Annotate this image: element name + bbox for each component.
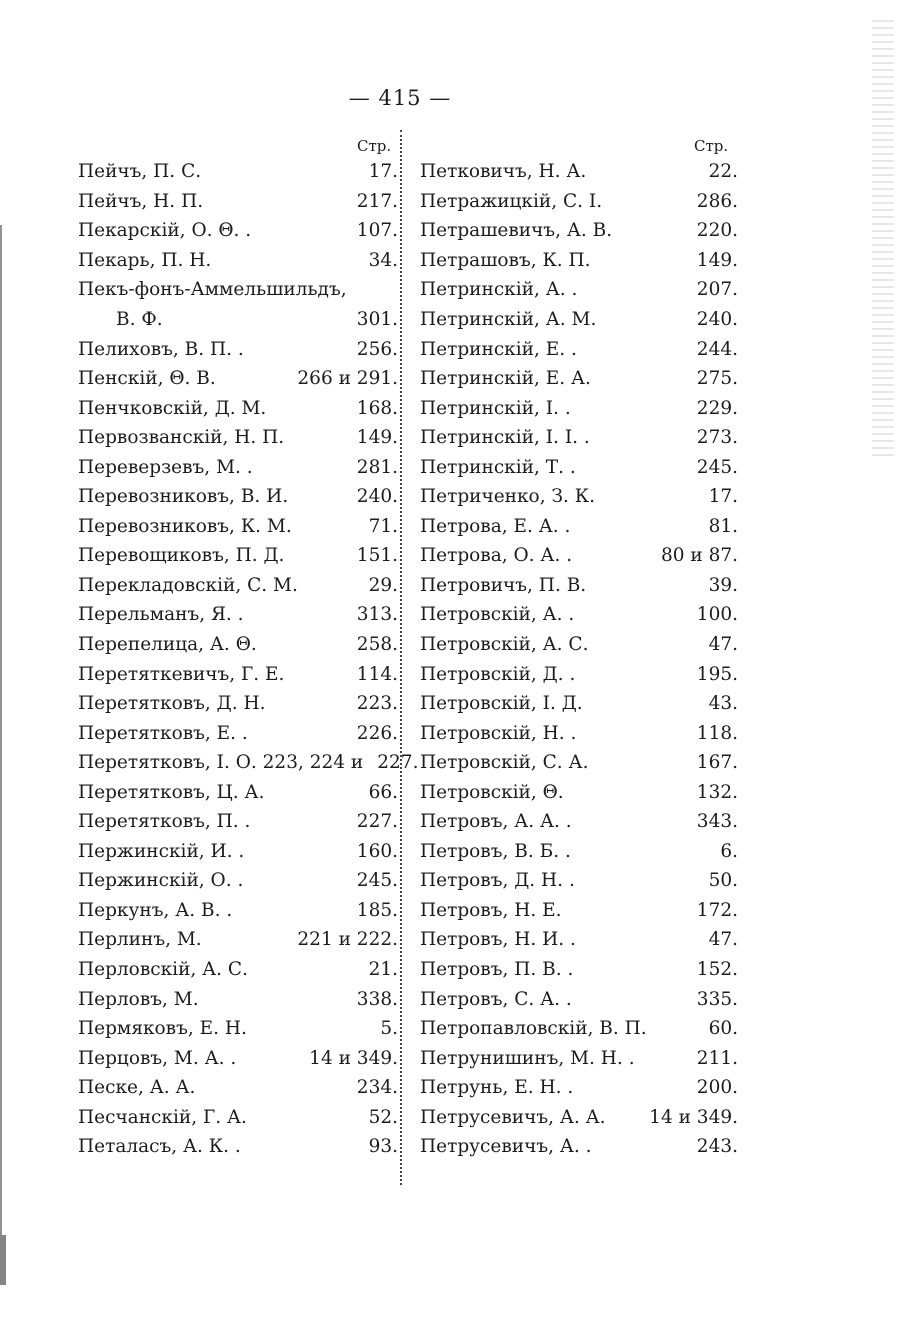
leader-dots — [591, 252, 691, 268]
index-entry — [78, 187, 398, 217]
entry-name: Пермяковъ, Е. Н. — [78, 1018, 247, 1040]
entry-name: Петрашевичъ, А. В. — [420, 220, 613, 242]
index-entry — [78, 571, 398, 601]
entry-name: Первозванскій, Н. П. — [78, 427, 285, 449]
entry-name: Петровскій, Д. . — [420, 663, 576, 685]
leader-dots — [244, 607, 351, 623]
entry-name: Петринскій, Е. . — [420, 338, 577, 360]
entry-page: 273. — [696, 427, 738, 449]
index-entry — [420, 1073, 738, 1103]
index-entry — [78, 896, 398, 926]
leader-dots — [201, 164, 362, 180]
entry-name: Петрунишинъ, М. Н. . — [420, 1047, 635, 1069]
entry-page: 244. — [696, 338, 738, 360]
entry-name: Петринскій, Т. . — [420, 456, 576, 478]
entry-page: 168. — [356, 397, 398, 419]
entry-page: 185. — [356, 899, 398, 921]
index-entry — [78, 423, 398, 453]
entry-name: Перевозниковъ, В. И. — [78, 486, 289, 508]
entry-name: Петровъ, Н. И. . — [420, 929, 576, 951]
entry-page: 245. — [356, 870, 398, 892]
entry-page: 343. — [696, 811, 738, 833]
entry-page: 118. — [696, 722, 738, 744]
leader-dots — [163, 312, 351, 328]
entry-name: Петровскій, А. . — [420, 604, 575, 626]
leader-dots — [596, 312, 690, 328]
entry-page: 258. — [356, 634, 398, 656]
entry-name: Перловъ, М. — [78, 988, 199, 1010]
leader-dots — [606, 1109, 644, 1125]
index-entry — [420, 1014, 738, 1044]
entry-name: Петрунь, Е. Н. . — [420, 1077, 574, 1099]
entry-page: 256. — [356, 338, 398, 360]
entry-name: Пейчъ, П. С. — [78, 161, 202, 183]
entry-name: Пержинскій, О. . — [78, 870, 244, 892]
entry-name: Песке, А. А. — [78, 1077, 196, 1099]
index-entry — [78, 807, 398, 837]
entry-name: Перетяткевичъ, Г. Е. — [78, 663, 285, 685]
index-entry — [78, 689, 398, 719]
entry-name: Перекладовскій, С. М. — [78, 574, 298, 596]
leader-dots — [588, 637, 702, 653]
column-divider — [400, 130, 402, 1185]
entry-page: 66. — [368, 781, 398, 803]
leader-dots — [635, 1050, 691, 1066]
leader-dots — [572, 991, 691, 1007]
index-entry — [78, 216, 398, 246]
index-entry — [78, 482, 398, 512]
scan-edge-marks — [872, 20, 894, 460]
left-index-column — [78, 157, 419, 1162]
index-entry — [420, 157, 738, 187]
entry-page: 234. — [356, 1077, 398, 1099]
index-entry — [420, 718, 738, 748]
entry-page: 160. — [356, 840, 398, 862]
index-entry — [420, 187, 738, 217]
entry-page: 151. — [356, 545, 398, 567]
entry-page: 60. — [708, 1018, 738, 1040]
index-entry — [420, 659, 738, 689]
leader-dots — [575, 873, 703, 889]
entry-name: Петринскій, І. І. . — [420, 427, 590, 449]
entry-page: 107. — [356, 220, 398, 242]
entry-page: 52. — [368, 1106, 398, 1128]
entry-name: Петрашовъ, К. П. — [420, 249, 591, 271]
entry-name: Перетятковъ, Е. . — [78, 722, 248, 744]
index-entry — [78, 452, 398, 482]
leader-dots — [265, 696, 350, 712]
leader-dots — [564, 784, 691, 800]
left-column-header: Стр. — [357, 137, 392, 155]
leader-dots — [612, 223, 691, 239]
entry-page: 172. — [696, 899, 738, 921]
leader-dots — [586, 164, 702, 180]
entry-page: 17. — [368, 161, 398, 183]
leader-dots — [363, 755, 371, 771]
entry-page: 132. — [696, 781, 738, 803]
index-entry — [420, 334, 738, 364]
leader-dots — [590, 430, 691, 446]
index-entry — [78, 246, 398, 276]
entry-page: 114. — [356, 663, 398, 685]
entry-page: 335. — [696, 988, 738, 1010]
index-entry — [420, 305, 738, 335]
entry-name: Перепелица, А. Θ. — [78, 634, 257, 656]
entry-page: 80 и 87. — [660, 545, 738, 567]
leader-dots — [572, 814, 691, 830]
index-entry — [420, 393, 738, 423]
index-entry — [420, 482, 738, 512]
entry-page: 195. — [696, 663, 738, 685]
leader-dots — [251, 223, 351, 239]
leader-dots — [602, 193, 691, 209]
leader-dots — [292, 518, 363, 534]
leader-dots — [576, 725, 690, 741]
entry-page: 338. — [356, 988, 398, 1010]
entry-page: 149. — [696, 249, 738, 271]
leader-dots — [577, 341, 691, 357]
entry-name: Перетятковъ, Ц. А. — [78, 781, 265, 803]
leader-dots — [284, 548, 350, 564]
index-entry — [420, 984, 738, 1014]
entry-page: 17. — [708, 486, 738, 508]
index-entry — [78, 1132, 398, 1162]
leader-dots — [583, 696, 703, 712]
index-entry — [420, 246, 738, 276]
index-entry — [78, 1043, 398, 1073]
leader-dots — [575, 666, 690, 682]
index-entry — [78, 512, 398, 542]
index-entry — [78, 925, 398, 955]
index-entry — [78, 659, 398, 689]
leader-dots — [576, 459, 691, 475]
entry-name: Перевозниковъ, К. М. — [78, 515, 292, 537]
leader-dots — [572, 548, 655, 564]
index-entry — [78, 600, 398, 630]
index-entry — [420, 541, 738, 571]
entry-name: Петровскій, С. А. — [420, 752, 589, 774]
index-entry — [78, 984, 398, 1014]
leader-dots — [253, 459, 351, 475]
leader-dots — [244, 843, 350, 859]
entry-name: Петриченко, З. К. — [420, 486, 595, 508]
entry-page: 71. — [368, 515, 398, 537]
entry-name: Петковичъ, Н. А. — [420, 161, 587, 183]
entry-name: Петровъ, С. А. . — [420, 988, 572, 1010]
leader-dots — [298, 577, 363, 593]
leader-dots — [247, 1109, 363, 1125]
index-entry — [420, 275, 738, 305]
leader-dots — [247, 1021, 374, 1037]
leader-dots — [236, 1050, 303, 1066]
entry-name: Петринскій, А. М. — [420, 309, 597, 330]
entry-name: Петрова, Е. А. . — [420, 515, 571, 537]
entry-name: Перловскій, А. С. — [78, 959, 248, 981]
leader-dots — [347, 282, 392, 298]
index-entry — [78, 305, 398, 335]
index-entry — [78, 777, 398, 807]
entry-page: 229. — [696, 397, 738, 419]
index-entry — [78, 541, 398, 571]
index-entry — [420, 1103, 738, 1133]
leader-dots — [216, 371, 292, 387]
entry-name: Перцовъ, М. А. . — [78, 1047, 237, 1069]
entry-name: Петринскій, І. . — [420, 397, 571, 419]
entry-page: 221 и 222. — [297, 929, 398, 951]
entry-page: 200. — [696, 1077, 738, 1099]
entry-name: Петрусевичъ, А. . — [420, 1136, 592, 1158]
entry-page: 152. — [696, 959, 738, 981]
entry-page: 240. — [696, 309, 738, 330]
entry-name: Петаласъ, А. К. . — [78, 1136, 241, 1158]
entry-name: Петровичъ, П. В. — [420, 574, 587, 596]
index-entry — [78, 393, 398, 423]
entry-page: 34. — [368, 249, 398, 271]
entry-page: 14 и 349. — [309, 1047, 398, 1069]
entry-name: Петринскій, Е. А. — [420, 368, 591, 390]
leader-dots — [248, 725, 351, 741]
leader-dots — [595, 489, 703, 505]
index-entry — [78, 1073, 398, 1103]
index-entry — [420, 571, 738, 601]
leader-dots — [241, 1139, 363, 1155]
index-entry — [78, 837, 398, 867]
entry-name: Петражицкій, С. І. — [420, 190, 603, 212]
entry-page: 245. — [696, 456, 738, 478]
entry-name: Пейчъ, Н. П. — [78, 190, 204, 212]
index-entry — [420, 216, 738, 246]
leader-dots — [284, 666, 350, 682]
entry-page: 286. — [696, 190, 738, 212]
entry-name: Петрусевичъ, А. А. — [420, 1106, 606, 1128]
index-entry — [78, 748, 419, 778]
entry-page: 50. — [708, 870, 738, 892]
leader-dots — [591, 371, 691, 387]
index-entry — [420, 925, 738, 955]
entry-name: Перетятковъ, Д. Н. — [78, 693, 266, 715]
entry-name: Переверзевъ, М. . — [78, 456, 253, 478]
entry-name: Петровскій, Н. . — [420, 722, 577, 744]
entry-name: Петропавловскій, В. П. — [420, 1018, 647, 1040]
entry-name: Пенскій, Θ. В. — [78, 368, 216, 390]
index-entry — [420, 866, 738, 896]
leader-dots — [195, 1080, 350, 1096]
entry-page: 100. — [696, 604, 738, 626]
entry-page: 227. — [377, 752, 419, 774]
entry-name: Петровъ, Д. Н. . — [420, 870, 575, 892]
entry-page: 207. — [696, 279, 738, 301]
leader-dots — [571, 843, 715, 859]
index-entry — [78, 364, 398, 394]
index-entry — [420, 452, 738, 482]
index-entry — [420, 896, 738, 926]
index-entry — [78, 630, 398, 660]
entry-page: 301. — [356, 309, 398, 330]
index-entry — [420, 777, 738, 807]
entry-page: 313. — [356, 604, 398, 626]
entry-name: Петровъ, П. В. . — [420, 959, 574, 981]
entry-page: 281. — [356, 456, 398, 478]
leader-dots — [284, 430, 351, 446]
index-entry — [78, 157, 398, 187]
leader-dots — [232, 902, 351, 918]
entry-page: 81. — [708, 515, 738, 537]
entry-name: Петровъ, Н. Е. — [420, 899, 562, 921]
index-entry — [420, 837, 738, 867]
entry-name: Пержинскій, И. . — [78, 840, 245, 862]
binding-edge — [0, 225, 20, 1285]
leader-dots — [576, 932, 703, 948]
entry-name: Перетятковъ, І. О. 223, 224 и — [78, 752, 364, 774]
entry-page: 43. — [708, 693, 738, 715]
index-entry — [78, 866, 398, 896]
leader-dots — [288, 489, 351, 505]
leader-dots — [570, 518, 702, 534]
leader-dots — [588, 755, 690, 771]
leader-dots — [562, 902, 691, 918]
entry-page: 93. — [368, 1136, 398, 1158]
entry-page: 227. — [356, 811, 398, 833]
entry-page: 167. — [696, 752, 738, 774]
right-index-column — [420, 157, 738, 1162]
index-entry — [420, 423, 738, 453]
index-entry — [420, 807, 738, 837]
entry-name: Перельманъ, Я. . — [78, 604, 244, 626]
leader-dots — [250, 814, 350, 830]
entry-name: Пекарскій, О. Θ. . — [78, 220, 252, 242]
leader-dots — [243, 873, 350, 889]
entry-page: 22. — [708, 161, 738, 183]
leader-dots — [264, 784, 362, 800]
entry-name: В. Ф. — [116, 309, 163, 330]
leader-dots — [257, 637, 351, 653]
leader-dots — [647, 1021, 703, 1037]
entry-name: Пекъ-фонъ-Аммельшильдъ, — [78, 279, 347, 301]
index-entry — [420, 748, 738, 778]
leader-dots — [199, 991, 351, 1007]
entry-name: Песчанскій, Г. А. — [78, 1106, 247, 1128]
index-entry — [420, 364, 738, 394]
leader-dots — [244, 341, 351, 357]
leader-dots — [203, 193, 351, 209]
entry-page: 240. — [356, 486, 398, 508]
leader-dots — [248, 962, 363, 978]
index-entry — [78, 718, 398, 748]
leader-dots — [574, 607, 691, 623]
leader-dots — [573, 962, 690, 978]
index-entry — [420, 630, 738, 660]
index-entry — [78, 334, 398, 364]
entry-page: 39. — [708, 574, 738, 596]
entry-page: 226. — [356, 722, 398, 744]
entry-page: 243. — [696, 1136, 738, 1158]
entry-name: Петровскій, І. Д. — [420, 693, 583, 715]
index-entry — [78, 275, 398, 305]
entry-name: Петровскій, Θ. — [420, 781, 564, 803]
entry-name: Перетятковъ, П. . — [78, 811, 251, 833]
entry-page: 5. — [380, 1018, 398, 1040]
entry-page: 6. — [720, 840, 738, 862]
leader-dots — [577, 282, 690, 298]
entry-page: 29. — [368, 574, 398, 596]
entry-name: Петровскій, А. С. — [420, 634, 589, 656]
entry-name: Пенчковскій, Д. М. — [78, 397, 267, 419]
leader-dots — [202, 932, 292, 948]
index-entry — [420, 955, 738, 985]
entry-page: 223. — [356, 693, 398, 715]
index-entry — [420, 689, 738, 719]
leader-dots — [573, 1080, 691, 1096]
entry-page: 14 и 349. — [649, 1106, 738, 1128]
entry-page: 211. — [696, 1047, 738, 1069]
entry-name: Перкунъ, А. В. . — [78, 899, 233, 921]
entry-page: 275. — [696, 368, 738, 390]
entry-name: Петринскій, А. . — [420, 279, 578, 301]
entry-page: 47. — [708, 929, 738, 951]
entry-name: Перевощиковъ, П. Д. — [78, 545, 285, 567]
entry-page: 149. — [356, 427, 398, 449]
entry-page: 217. — [356, 190, 398, 212]
entry-name: Петровъ, А. А. . — [420, 811, 572, 833]
entry-name: Петрова, О. А. . — [420, 545, 573, 567]
leader-dots — [211, 252, 362, 268]
index-entry — [420, 1043, 738, 1073]
entry-page: 220. — [696, 220, 738, 242]
index-entry — [78, 1014, 398, 1044]
leader-dots — [571, 400, 691, 416]
page-number: — 415 — — [348, 86, 452, 110]
index-entry — [78, 1103, 398, 1133]
right-column-header: Стр. — [694, 137, 729, 155]
entry-page: 47. — [708, 634, 738, 656]
entry-name: Пелиховъ, В. П. . — [78, 338, 244, 360]
index-entry — [420, 512, 738, 542]
entry-name: Петровъ, В. Б. . — [420, 840, 571, 862]
entry-name: Пекарь, П. Н. — [78, 249, 212, 271]
index-entry — [420, 600, 738, 630]
leader-dots — [592, 1139, 691, 1155]
entry-name: Перлинъ, М. — [78, 929, 202, 951]
leader-dots — [586, 577, 702, 593]
index-entry — [78, 955, 398, 985]
entry-page: 266 и 291. — [297, 368, 398, 390]
leader-dots — [266, 400, 350, 416]
entry-page: 21. — [368, 959, 398, 981]
index-entry — [420, 1132, 738, 1162]
